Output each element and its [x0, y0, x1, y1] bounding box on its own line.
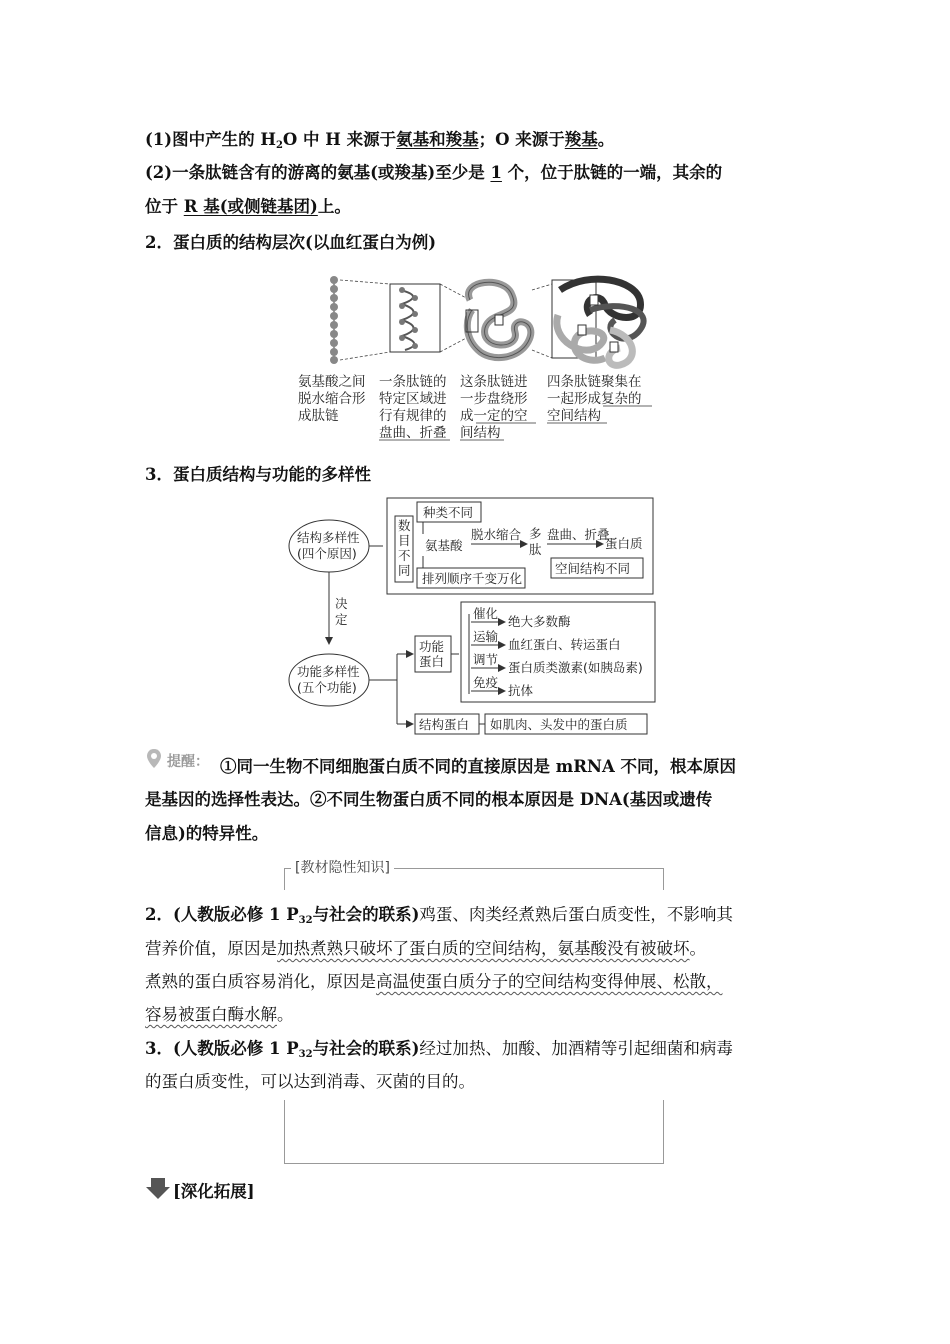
protein-label: 蛋白质	[605, 536, 643, 551]
note2-line-2: 营养价值，原因是加热煮熟只破坏了蛋白质的空间结构，氨基酸没有被破坏。	[145, 939, 706, 958]
note2-line-4: 容易被蛋白酶水解。	[145, 1005, 294, 1024]
hidden-knowledge-frame-bottom	[284, 1100, 664, 1164]
reminder-line-2: 是基因的选择性表达。②不同生物蛋白质不同的根本原因是 DNA(基因或遗传	[145, 790, 713, 809]
amino-acid-chain	[330, 276, 338, 364]
function-verb-regulation: 调节	[473, 652, 499, 667]
structural-protein: 结构蛋白	[419, 717, 470, 732]
caption-1-line-3: 成肽链	[298, 408, 339, 424]
note2-line-3: 煮熟的蛋白质容易消化，原因是高温使蛋白质分子的空间结构变得伸展、松散，	[145, 972, 723, 991]
reminder-line-1: ①同一生物不同细胞蛋白质不同的直接原因是 mRNA 不同，根本原因	[220, 757, 737, 776]
para-2-line-2: 位于 R 基(或侧链基团)上。	[145, 197, 351, 216]
function-row-transport	[471, 629, 621, 652]
reminder-label: 提醒：	[167, 754, 209, 770]
answer-amino-carboxyl: 氨基和羧基	[396, 130, 479, 149]
polypeptide-1: 多	[529, 526, 542, 541]
function-item-catalysis: 绝大多数酶	[508, 614, 571, 629]
note3-line-1: 3．(人教版必修 1 $P_{32}$与社会的联系)经过加热、加酸、加酒精等引起细菌和病毒	[145, 1039, 733, 1060]
answer-carboxyl: 羧基	[564, 130, 598, 149]
structure-diversity-line-2: (四个原因)	[297, 546, 357, 561]
kind-different: 种类不同	[423, 505, 474, 520]
tertiary-structure	[466, 282, 531, 357]
count-label-4: 同	[398, 563, 411, 578]
answer-one: 1	[490, 163, 502, 182]
caption-2-line-3: 行有规律的	[379, 408, 447, 424]
caption-3-line-2: 一步盘绕形	[460, 391, 528, 407]
para-2-line-1: (2)一条肽链含有的游离的氨基(或羧基)至少是 1 个，位于肽链的一端，其余的	[145, 163, 723, 182]
location-pin-icon	[146, 748, 162, 770]
section-title: [教材隐性知识]	[291, 857, 394, 877]
decide-1: 决	[335, 596, 348, 611]
count-label-2: 目	[398, 533, 411, 548]
structural-protein-example: 如肌肉、头发中的蛋白质	[490, 717, 628, 732]
caption-3-line-3: 成一定的空	[460, 408, 528, 424]
reminder-line-3: 信息)的特异性。	[145, 824, 269, 843]
function-diversity-line-2: (五个功能)	[297, 680, 357, 695]
helix-panel	[390, 284, 440, 352]
deepen-heading: [深化拓展]	[173, 1182, 255, 1201]
function-item-immunity: 抗体	[508, 683, 534, 698]
polypeptide-2: 肽	[529, 542, 542, 557]
structure-diversity-line-1: 结构多样性	[297, 530, 360, 545]
function-item-transport: 血红蛋白、转运蛋白	[508, 637, 621, 652]
count-label-3: 不	[398, 548, 411, 563]
note3-line-2: 的蛋白质变性，可以达到消毒、灭菌的目的。	[145, 1072, 475, 1091]
space-different: 空间结构不同	[555, 561, 631, 576]
decide-2: 定	[335, 612, 348, 627]
function-item-regulation: 蛋白质类激素(如胰岛素)	[508, 660, 643, 675]
note2-line-1: 2．(人教版必修 1 $P_{32}$与社会的联系)鸡蛋、肉类经煮熟后蛋白质变性，不影响其	[145, 905, 733, 926]
function-protein-1: 功能	[419, 639, 445, 654]
caption-3-line-4: 间结构	[460, 425, 501, 441]
function-verb-immunity: 免疫	[473, 675, 499, 690]
answer-r-group: R 基(或侧链基团)	[183, 197, 318, 216]
hidden-knowledge-frame	[284, 860, 664, 890]
caption-1-line-1: 氨基酸之间	[298, 374, 366, 390]
function-protein-2: 蛋白	[419, 654, 445, 669]
amino-acid-label: 氨基酸	[425, 538, 463, 553]
caption-3-line-1: 这条肽链进	[460, 374, 528, 390]
quaternary-structure	[552, 279, 644, 365]
caption-2-line-2: 特定区域进	[379, 391, 447, 407]
order-varies: 排列顺序千变万化	[422, 571, 523, 586]
caption-4-line-2: 一起形成复杂的	[547, 391, 642, 407]
arrow-down-icon	[146, 1178, 170, 1200]
count-label-1: 数	[398, 518, 411, 533]
caption-4-line-3: 空间结构	[547, 408, 601, 424]
heading-protein-levels: 2．蛋白质的结构层次(以血红蛋白为例)	[145, 233, 437, 252]
para-1: (1)图中产生的 $H_2O$ 中 H 来源于氨基和羧基；O 来源于羧基。	[145, 130, 615, 151]
function-verb-transport: 运输	[473, 629, 499, 644]
caption-2-line-4: 盘曲、折叠	[379, 425, 447, 441]
heading-diversity: 3．蛋白质结构与功能的多样性	[145, 465, 371, 484]
function-row-regulation	[471, 652, 643, 675]
function-verb-catalysis: 催化	[473, 606, 499, 621]
protein-structure-figure	[290, 270, 670, 450]
diversity-diagram	[285, 494, 665, 744]
dehydration-label: 脱水缩合	[471, 527, 522, 542]
function-row-catalysis	[471, 606, 571, 629]
caption-1-line-2: 脱水缩合形	[298, 391, 366, 407]
fold-label: 盘曲、折叠	[547, 527, 610, 542]
caption-4-line-1: 四条肽链聚集在	[547, 374, 642, 390]
function-diversity-line-1: 功能多样性	[297, 664, 360, 679]
function-row-immunity	[471, 675, 534, 698]
caption-2-line-1: 一条肽链的	[379, 374, 447, 390]
